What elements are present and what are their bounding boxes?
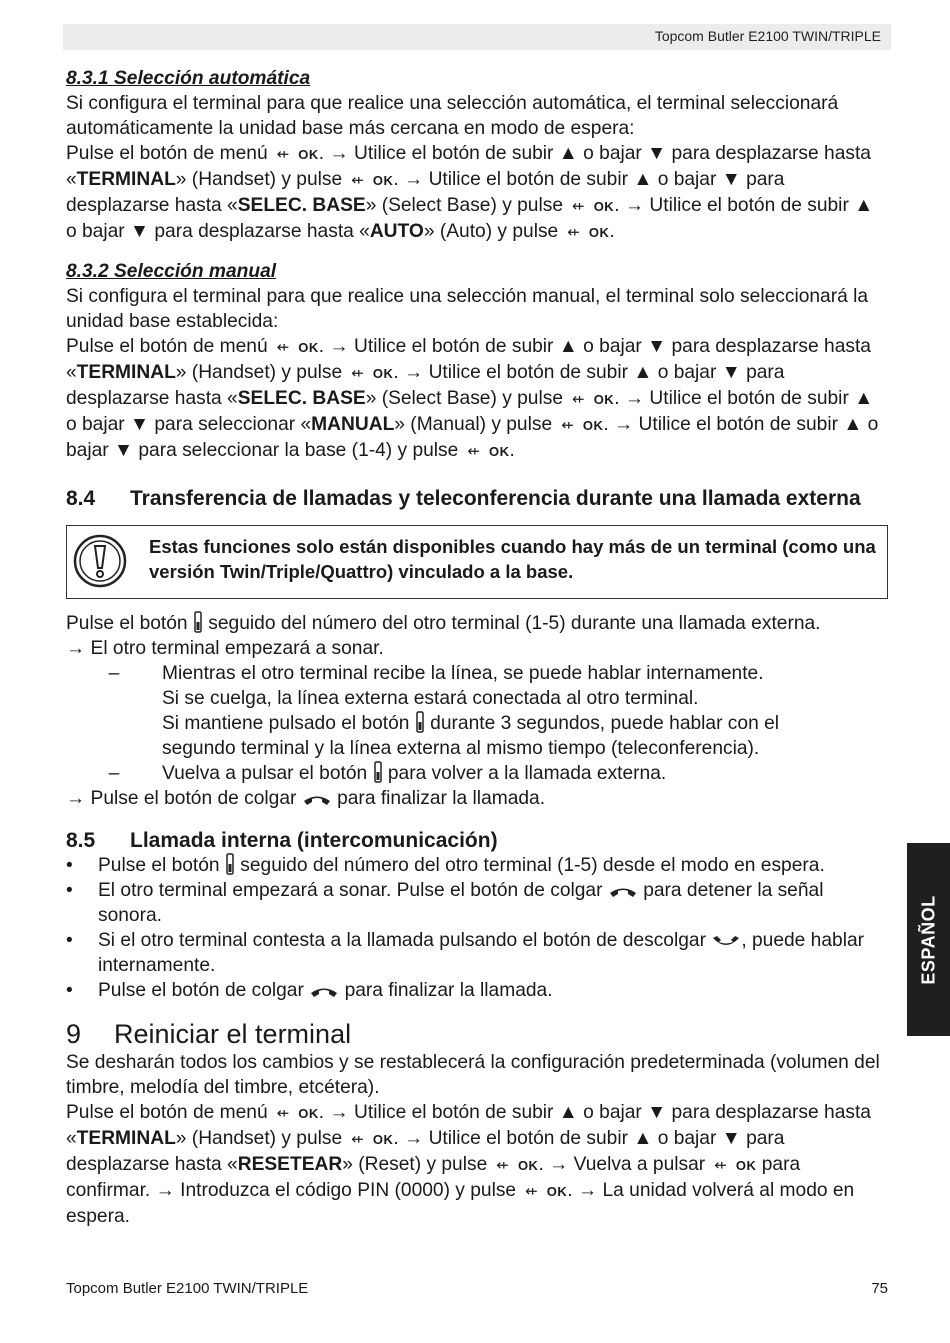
section-8-3-2-title: 8.3.2 Selección manual	[66, 261, 277, 282]
intercom-key-icon	[225, 853, 235, 875]
section-8-3-1-steps: Pulse el botón de menú ⇷ OK. → Utilice el botón de subir ▲ o bajar ▼ para desplazarse hasta «TERMINAL» (Handset) y pulse ⇷ OK. → Utilice el botón de subir ▲ o bajar ▼ para desplazarse hasta «SELEC. BASE» (Select Base) y pulse ⇷ OK. → Utilice el botón de subir ▲ o bajar ▼ para desplazarse hasta «AUTO» (Auto) y pulse ⇷ OK.	[66, 141, 888, 245]
section-8-5-heading: 8.5 Llamada interna (intercomunicación)	[66, 829, 498, 852]
section-8-4-heading: 8.4 Transferencia de llamadas y teleconferencia durante una llamada externa	[66, 487, 861, 510]
section-8-3-2-steps: Pulse el botón de menú ⇷ OK. → Utilice el botón de subir ▲ o bajar ▼ para desplazarse hasta «TERMINAL» (Handset) y pulse ⇷ OK. → Utilice el botón de subir ▲ o bajar ▼ para desplazarse hasta «SELEC. BASE» (Select Base) y pulse ⇷ OK. → Utilice el botón de subir ▲ o bajar ▼ para seleccionar «MANUAL» (Manual) y pulse ⇷ OK. → Utilice el botón de subir ▲ o bajar ▼ para seleccionar la base (1-4) y pulse ⇷ OK.	[66, 334, 888, 464]
down-arrow-icon: ▼	[130, 221, 150, 242]
section-8-3-2-intro: Si configura el terminal para que realice una selección manual, el terminal solo seleccionará la unidad base establecida:	[66, 286, 869, 332]
up-arrow-icon: ▲	[854, 195, 874, 216]
down-arrow-icon: ▼	[721, 362, 741, 383]
arrow-icon: →	[614, 414, 634, 435]
menu-key-icon: ⇷	[276, 339, 290, 356]
menu-key-icon: ⇷	[467, 443, 480, 460]
footer-title: Topcom Butler E2100 TWIN/TRIPLE	[66, 1280, 309, 1297]
up-arrow-icon: ▲	[558, 1102, 578, 1123]
menu-key-icon: ⇷	[276, 1105, 290, 1122]
arrow-icon: →	[404, 362, 424, 383]
up-arrow-icon: ▲	[558, 336, 578, 357]
section-8-3-1-intro: Si configura el terminal para que realice una selección automática, el terminal seleccionará automáticamente la unidad base más cercana en modo de espera:	[66, 93, 839, 139]
menu-key-icon: ⇷	[572, 198, 585, 215]
page-number: 75	[871, 1280, 888, 1297]
section-8-5-list	[66, 853, 888, 1003]
up-arrow-icon: ▲	[633, 362, 653, 383]
section-8-4-p3: → Pulse el botón de colgar para finalizar la llamada.	[66, 788, 546, 809]
arrow-icon: →	[155, 1180, 175, 1201]
list-item: • Pulse el botón seguido del número del otro terminal (1-5) desde el modo en espera.	[66, 855, 825, 876]
arrow-icon: →	[549, 1154, 569, 1175]
hang-up-icon	[608, 884, 638, 900]
up-arrow-icon: ▲	[633, 1128, 653, 1149]
arrow-icon: →	[329, 336, 349, 357]
arrow-icon: →	[329, 143, 349, 164]
list-item: • Si el otro terminal contesta a la llamada pulsando el botón de descolgar , puede hablar internamente.	[66, 930, 865, 976]
menu-key-icon: ⇷	[351, 1131, 364, 1148]
section-8-3-1-title: 8.3.1 Selección automática	[66, 68, 311, 89]
menu-key-icon: ⇷	[561, 417, 574, 434]
arrow-icon: →	[577, 1180, 598, 1201]
up-arrow-icon: ▲	[854, 388, 874, 409]
arrow-icon: →	[404, 1128, 424, 1149]
down-arrow-icon: ▼	[130, 414, 150, 435]
down-arrow-icon: ▼	[647, 1102, 667, 1123]
arrow-icon: →	[624, 195, 645, 216]
header-bar	[63, 24, 891, 50]
exclamation-icon	[73, 534, 127, 588]
note-box	[66, 525, 888, 599]
menu-key-icon: ⇷	[567, 224, 580, 241]
ok-label: OK	[298, 147, 319, 162]
intercom-key-icon	[415, 711, 425, 733]
list-item: • El otro terminal empezará a sonar. Pulse el botón de colgar para detener la señal sonora.	[66, 880, 824, 926]
hang-up-icon	[309, 984, 339, 1000]
section-8-4-p1: Pulse el botón seguido del número del otro terminal (1-5) durante una llamada externa.	[66, 613, 821, 634]
menu-key-icon: ⇷	[351, 365, 364, 382]
down-arrow-icon: ▼	[721, 1128, 741, 1149]
arrow-icon: →	[66, 638, 86, 659]
arrow-icon: →	[329, 1102, 349, 1123]
arrow-icon: →	[624, 388, 645, 409]
language-tab: ESPAÑOL	[907, 843, 950, 1036]
menu-key-icon: ⇷	[525, 1183, 538, 1200]
note-text: Estas funciones solo están disponibles cuando hay más de un terminal (como una versión Twin/Triple/Quattro) vinculado a la base.	[149, 536, 876, 582]
intercom-key-icon	[193, 611, 203, 633]
down-arrow-icon: ▼	[647, 336, 667, 357]
down-arrow-icon: ▼	[647, 143, 667, 164]
down-arrow-icon: ▼	[114, 440, 134, 461]
page-content	[66, 66, 888, 1229]
header-title: Topcom Butler E2100 TWIN/TRIPLE	[654, 28, 881, 44]
up-arrow-icon: ▲	[633, 169, 653, 190]
arrow-icon: →	[66, 788, 86, 809]
menu-key-icon: ⇷	[714, 1157, 727, 1174]
section-8-4-p2: → El otro terminal empezará a sonar.	[66, 638, 384, 659]
pick-up-icon	[711, 934, 741, 950]
arrow-icon: →	[404, 169, 424, 190]
dash-item: – Vuelva a pulsar el botón para volver a la llamada externa.	[108, 763, 667, 784]
up-arrow-icon: ▲	[558, 143, 578, 164]
down-arrow-icon: ▼	[721, 169, 741, 190]
menu-key-icon: ⇷	[351, 172, 364, 189]
up-arrow-icon: ▲	[843, 414, 863, 435]
dash-item: – Mientras el otro terminal recibe la línea, se puede hablar internamente. Si se cuelga, la línea externa estará conectada al otro terminal. Si mantiene pulsado el botón durante 3 segundos, puede hablar con el segundo terminal y la línea externa al mismo tiempo (teleconferencia).	[108, 663, 780, 759]
menu-key-icon: ⇷	[572, 391, 585, 408]
list-item: • Pulse el botón de colgar para finalizar la llamada.	[66, 980, 553, 1001]
hang-up-icon	[302, 792, 332, 808]
menu-key-icon: ⇷	[496, 1157, 509, 1174]
section-9-intro: Se desharán todos los cambios y se restablecerá la configuración predeterminada (volumen del timbre, melodía del timbre, etcétera).	[66, 1052, 880, 1098]
section-9-steps: Pulse el botón de menú ⇷ OK. → Utilice el botón de subir ▲ o bajar ▼ para desplazarse hasta «TERMINAL» (Handset) y pulse ⇷ OK. → Utilice el botón de subir ▲ o bajar ▼ para desplazarse hasta «RESETEAR» (Reset) y pulse ⇷ OK. → Vuelva a pulsar ⇷ OK para confirmar. → Introduzca el código PIN (0000) y pulse ⇷ OK. → La unidad volverá al modo en espera.	[66, 1102, 871, 1227]
section-9-heading: 9 Reiniciar el terminal	[66, 1019, 352, 1049]
intercom-key-icon	[373, 761, 383, 783]
menu-key-icon: ⇷	[276, 146, 290, 163]
